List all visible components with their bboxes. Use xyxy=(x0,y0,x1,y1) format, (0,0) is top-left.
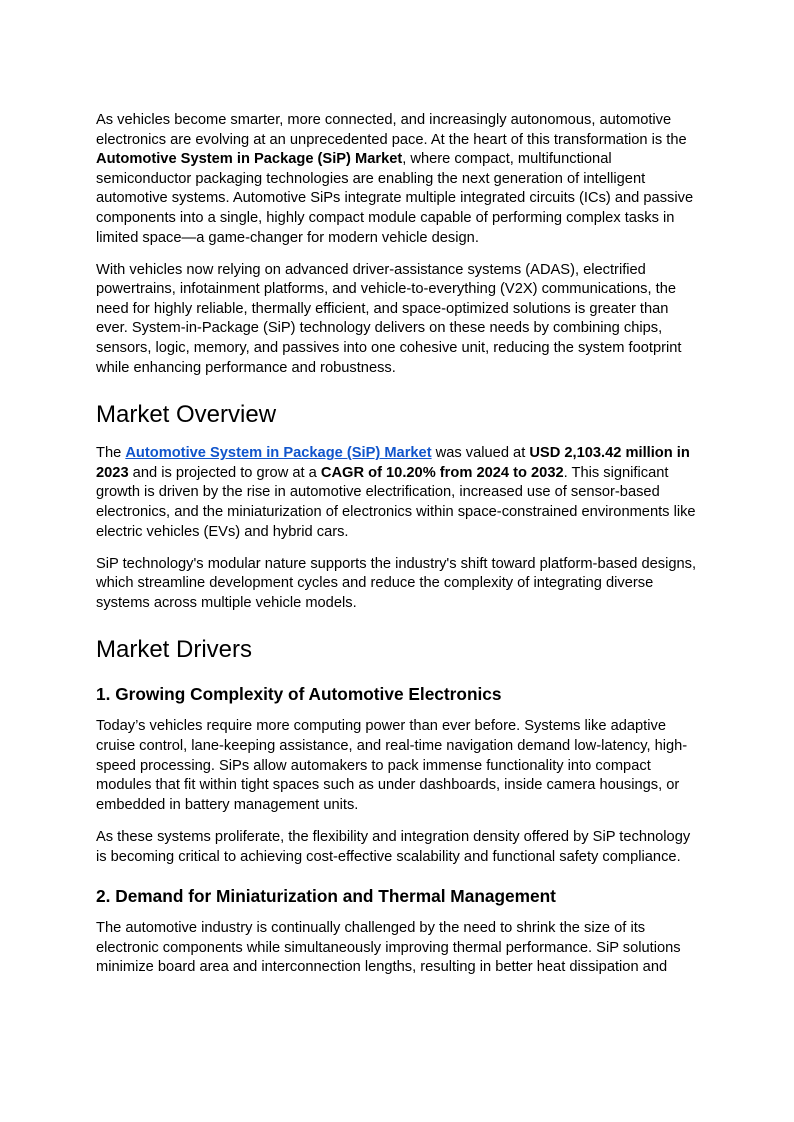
text: was valued at xyxy=(431,445,530,462)
overview-paragraph-1 xyxy=(96,444,702,542)
text: As vehicles become smarter, more connected, and increasingly autonomous, automotive electronics are evolving at an unprecedented pace. At the heart of this transformation is the xyxy=(96,112,687,148)
bold-text: CAGR of 10.20% from 2024 to 2032 xyxy=(320,464,564,481)
intro-paragraph-2: With vehicles now relying on advanced driver-assistance systems (ADAS), electrified powertrains, infotainment platforms, and vehicle-to-everything (V2X) communications, the need for highly reliable, thermally efficient, and space-optimized solutions is greater than ever. System-in-Package (SiP) technology delivers on these needs by combining chips, sensors, logic, memory, and passives into one cohesive unit, reducing the system footprint while enhancing performance and robustness. xyxy=(96,261,682,376)
bold-text: Automotive System in Package (SiP) Market xyxy=(96,151,403,168)
driver-2-paragraph-1: The automotive industry is continually challenged by the need to shrink the size of its electronic components while simultaneously improving thermal performance. SiP solutions minimize board area and interconnection lengths, resulting in better heat dissipation and xyxy=(96,920,681,976)
overview-paragraph-2: SiP technology's modular nature supports the industry's shift toward platform-based designs, which streamline development cycles and reduce the complexity of integrating diverse systems across multiple vehicle models. xyxy=(96,555,697,611)
intro-paragraph-1 xyxy=(96,111,702,248)
text: . This significant growth is driven by the rise in automotive electrification, increased use of sensor-based electronics, and the miniaturization of electronics within space-constrained environments like electric vehicles (EVs) and hybrid cars. xyxy=(96,464,696,540)
heading-market-drivers: Market Drivers xyxy=(96,636,253,664)
document-page xyxy=(96,111,702,990)
driver-1-paragraph-1: Today’s vehicles require more computing power than ever before. Systems like adaptive cruise control, lane-keeping assistance, and real-time navigation demand low-latency, high-speed processing. SiPs allow automakers to pack immense functionality into compact modules that fit within tight spaces such as under dashboards, inside camera housings, or embedded in battery management units. xyxy=(96,718,688,813)
text: The xyxy=(96,445,126,462)
heading-market-overview: Market Overview xyxy=(96,401,277,429)
text: , where compact, multifunctional semiconductor packaging technologies are enabling the next generation of intelligent automotive systems. Automotive SiPs integrate multiple integrated circuits (ICs) and passive components into a single, highly compact module capable of performing complex tasks in limited space—a game-changer for modern vehicle design. xyxy=(96,151,694,246)
driver-1-paragraph-2: As these systems proliferate, the flexibility and integration density offered by SiP technology is becoming critical to achieving cost-effective scalability and functional safety compliance. xyxy=(96,828,691,865)
bold-text: USD 2,103.42 million in 2023 xyxy=(96,445,690,481)
market-link[interactable]: Automotive System in Package (SiP) Market xyxy=(125,445,432,462)
text: and is projected to grow at a xyxy=(128,464,321,481)
heading-driver-2: 2. Demand for Miniaturization and Thermal Management xyxy=(96,886,556,907)
heading-driver-1: 1. Growing Complexity of Automotive Electronics xyxy=(96,684,502,705)
